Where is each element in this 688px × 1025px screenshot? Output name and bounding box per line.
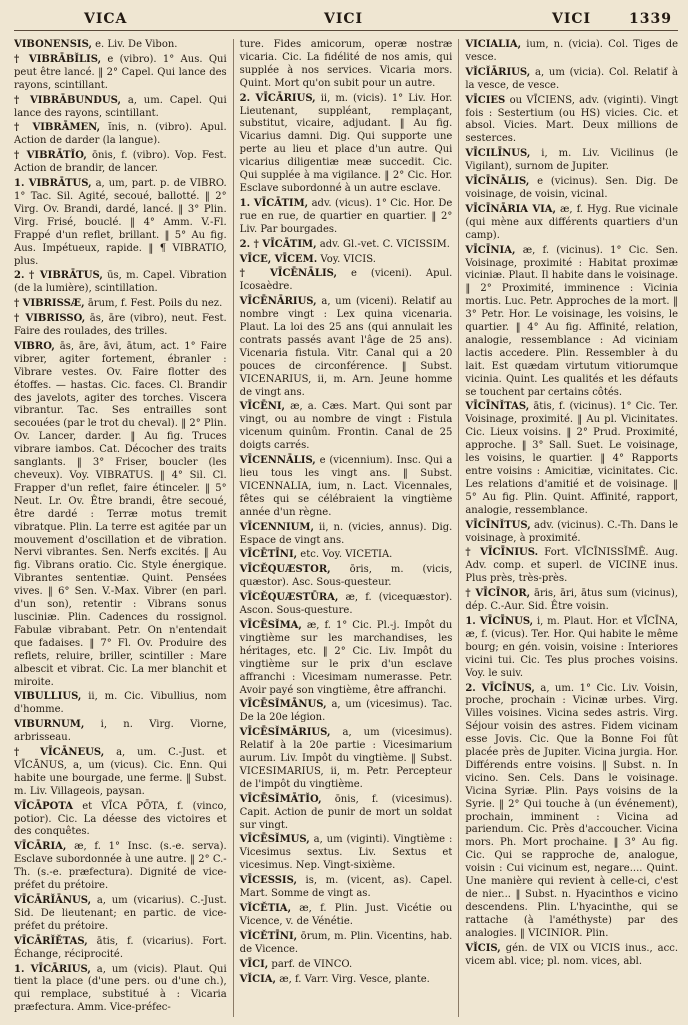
entry-headword: VĪCĪNĀRIA VIA, <box>465 203 557 215</box>
entry-definition: a, um (vicesimus). Relatif à la 20e partie : Vicesimarium aurum. Liv. Impôt du vingtième. ‖ Subst. VICESIMARIUS, ii, m. Petr. Percepteur de l'impôt du vingtième. <box>239 727 453 790</box>
entry-definition: etc. Voy. VICETIA. <box>300 549 393 561</box>
dictionary-entry <box>240 974 453 987</box>
dictionary-entry <box>14 298 227 311</box>
entry-definition: ōris, m. (vicis, quæstor). Asc. Sous-questeur. <box>239 564 453 589</box>
dictionary-entry <box>240 401 453 453</box>
entry-headword: † VIBRĀMEN, <box>14 122 101 134</box>
dictionary-entry <box>14 801 227 840</box>
entry-definition: adv. (vicus). 1° Cic. Hor. De rue en rue, de quartier en quartier. ‖ 2° Liv. Par bourgades. <box>239 197 453 235</box>
entry-definition: æ, f. Hyg. Rue vicinale (qui mène aux différents quartiers d'un camp). <box>465 203 679 241</box>
entry-definition: adv. (vicinus). C.-Th. Dans le voisinage, à proximité. <box>465 519 678 544</box>
dictionary-entry <box>14 895 227 934</box>
entry-headword: VĪCĀPOTA <box>14 800 74 812</box>
dictionary-entry <box>465 401 678 517</box>
dictionary-entry <box>14 39 227 52</box>
entry-headword: VIBŌNENSIS, <box>14 39 92 50</box>
entry-definition: æ, f. 1° Insc. (s.-e. serva). Esclave subordonnée à une autre. ‖ 2° C.-Th. (s.-e. præfectura). Dignité de vice-préfet du prétoire. <box>14 841 227 892</box>
entry-definition: is, m. (vicent, as). Capel. Mart. Somme de vingt as. <box>239 875 453 900</box>
entry-definition: æ, f. Plin. Just. Vicétie ou Vicence, v. de Vénétie. <box>239 903 453 927</box>
entry-headword: VĪCĒTĪNI, <box>239 549 298 561</box>
entry-definition: ātis, f. (vicarius). Fort. Échange, réciprocité. <box>14 935 227 960</box>
dictionary-entry <box>465 176 678 202</box>
entry-headword: VIBRO, <box>14 340 55 352</box>
columns <box>14 39 678 1017</box>
dictionary-entry <box>240 903 453 929</box>
dictionary-entry <box>465 39 678 65</box>
entry-headword: 1. VĪCĪNUS, <box>465 615 534 627</box>
dictionary-entry <box>240 455 453 520</box>
dictionary-entry <box>240 254 453 267</box>
entry-headword: VĪCĀRĬĔTAS, <box>14 935 88 947</box>
page-header <box>14 6 678 31</box>
entry-definition: ūs, m. Capel. Vibration (de la lumière), scintillation. <box>14 270 227 295</box>
entry-headword: 1. VIBRĀTUS, <box>14 178 92 190</box>
dictionary-entry <box>240 699 453 725</box>
entry-definition: e. Liv. De Vibon. <box>95 39 178 50</box>
dictionary-entry <box>240 931 453 957</box>
entry-headword: VĪCĀRĬĀNUS, <box>14 895 92 906</box>
entry-definition: ōnis, f. (vibro). Vop. Fest. Action de brandir, de lancer. <box>14 150 227 175</box>
dictionary-entry <box>14 936 227 962</box>
entry-headword: VIBURNUM, <box>14 719 85 731</box>
dictionary-entry <box>240 39 453 91</box>
dictionary-entry <box>14 341 227 689</box>
entry-headword: VĪCĒSĬMĀRIUS, <box>239 727 331 739</box>
entry-definition: ās, āre (vibro), neut. Fest. Faire des roulades, des trilles. <box>14 313 227 338</box>
entry-headword: 2. VĪCĀRIUS, <box>239 92 316 104</box>
entry-definition: ium, n. (vicia). Col. Tiges de vesce. <box>465 39 679 63</box>
entry-headword: VĬCIA, <box>239 973 276 985</box>
entry-definition: a, um (vicesimus). Tac. De la 20e légion. <box>239 699 453 724</box>
entry-definition: āris, āri, ātus sum (vicinus), dép. C.-Aur. Sid. Être voisin. <box>465 588 679 613</box>
dictionary-entry <box>14 313 227 339</box>
entry-definition: æ, a. Cæs. Mart. Qui sont par vingt, ou au nombre de vingt : Fistula vicenum quinûm. Frontin. Canal de 25 doigts carrés. <box>239 401 453 452</box>
entry-definition: æ, f. Varr. Virg. Vesce, plante. <box>279 973 430 985</box>
dictionary-entry <box>465 943 678 969</box>
entry-definition: ĭnis, n. (vibro). Apul. Action de darder (la langue). <box>14 122 227 147</box>
dictionary-entry <box>465 616 678 681</box>
entry-headword: VĪCĒSĬMĀNUS, <box>239 699 327 711</box>
entry-headword: † VĪCĀNEUS, <box>14 747 105 759</box>
dictionary-entry <box>14 691 227 717</box>
dictionary-entry <box>465 204 678 243</box>
dictionary-entry <box>240 875 453 901</box>
entry-definition: ārum, f. Fest. Poils du nez. <box>87 298 223 310</box>
entry-headword: VĪCIES <box>465 94 506 106</box>
entry-headword: † VIBRĀTĬO, <box>14 150 87 162</box>
entry-definition: æ, f. (vicinus). 1° Cic. Sen. Voisinage, proximité : Habitat proximæ viciniæ. Plaut. Il habite dans le voisinage. ‖ 2° Proximité, imminence : Vicinia mortis. Luc. Petr. Approches de la mort. ‖ 3° Petr. Hor. Le voisinage, les voisins, le quartier. ‖ 4° Au fig. Affinité, relation, analogie, ressemblance : Ad viciniam lactis accedere. Plin. Ressembler à du lait. Est quædam virtutum vitiorumque vicinia. Quint. Les qualités et les défauts se touchent par certains côtés. <box>465 244 679 398</box>
entry-definition: e (vicinus). Sen. Dig. De voisinage, de voisin, vicinal. <box>465 176 679 200</box>
dictionary-entry <box>240 296 453 399</box>
entry-definition: a, um (viceni). Relatif au nombre vingt : Lex quina vicenaria. Plaut. La loi des 25 ans (qui annulait les contrats passés avant l'âge de 25 ans). Vicenaria fistula. Vitr. Canal qui a 20 pouces de circonférence. ‖ Subst. VICENARIUS, ii, m. Arn. Jeune homme de vingt ans. <box>239 296 453 398</box>
entry-headword: VĬCĔTIA, <box>239 903 292 914</box>
dictionary-entry <box>240 794 453 833</box>
dictionary-entry <box>240 620 453 697</box>
entry-definition: a, um (vicis). Plaut. Qui tient la place (d'une pers. ou d'une ch.), qui remplace, substitué à : Vicaria præfectura. Amm. Vice-préfec- <box>14 963 227 1014</box>
dictionary-entry <box>240 592 453 618</box>
entry-definition: e (vibro). 1° Aus. Qui peut être lancé. ‖ 2° Capel. Qui lance des rayons, scintillant. <box>14 53 227 91</box>
dictionary-entry <box>465 547 678 586</box>
entry-headword: VĪCĒSĬMĀTĬO, <box>239 793 322 805</box>
entry-definition: i, m. Liv. Vicilinus (le Vigilant), surnom de Jupiter. <box>465 148 679 173</box>
center-running-head: VICI <box>324 11 364 27</box>
entry-definition: ōrum, m. Plin. Vicentins, hab. de Vicence. <box>239 930 453 955</box>
entry-definition: Voy. VICIS. <box>320 253 376 265</box>
entry-definition: et VĪCA PŌTA, f. (vinco, potior). Cic. La déesse des victoires et des conquêtes. <box>14 800 227 838</box>
entry-definition: a, um (vicarius). C.-Just. Sid. De lieutenant; en partic. de vice-préfet du prétoire. <box>14 895 227 932</box>
dictionary-entry <box>14 95 227 121</box>
left-running-head: VICA <box>84 11 128 27</box>
entry-definition: ture. Fides amicorum, operæ nostræ vicaria. Cic. La fidélité de nos amis, qui supplée à nos services. Vicaria mors. Quint. Mort qu'on subit pour un autre. <box>239 39 453 89</box>
entry-definition: a, um. Capel. Qui lance des rayons, scintillant. <box>14 94 227 119</box>
entry-definition: ii, n. (vicies, annus). Dig. Espace de vingt ans. <box>239 521 453 546</box>
dictionary-entry <box>240 522 453 548</box>
entry-definition: a, um. C.-Just. et VĪCĀNUS, a, um (vicus). Cic. Enn. Qui habite une bourgade, une ferme. ‖ Subst. m. Liv. Villageois, paysan. <box>14 747 227 797</box>
entry-headword: VĬCIS, <box>465 942 501 954</box>
dictionary-entry <box>14 178 227 268</box>
entry-headword: † VIBRISSÆ, <box>14 298 85 310</box>
entry-definition: æ, f. (vicequæstor). Ascon. Sous-questure. <box>239 592 453 617</box>
entry-definition: a, um, part. p. de VIBRO. 1° Tac. Sil. Agité, secoué, ballotté. ‖ 2° Virg. Ov. Brandi, dardé, lancé. ‖ 3° Plin. Virg. Frisé, bouclé. ‖ 4° Amm. V.-Fl. Frappé d'un reflet, brillant. ‖ 5° Au fig. Aus. Impétueux, rapide. ‖ ¶ VIBRATIO, plus. <box>14 178 227 267</box>
dictionary-entry <box>14 964 227 1016</box>
entry-definition: a, um (vicia). Col. Relatif à la vesce, de vesce. <box>465 66 678 91</box>
dictionary-entry <box>240 959 453 972</box>
entry-headword: VĬCĬĀLIA, <box>465 39 522 50</box>
dictionary-entry <box>465 95 678 147</box>
dictionary-entry <box>465 148 678 174</box>
entry-headword: † VĪCĪNIUS. <box>465 547 539 559</box>
entry-headword: VĪCĪNIA, <box>465 244 516 256</box>
dictionary-entry <box>465 588 678 614</box>
dictionary-entry <box>465 67 678 93</box>
entry-headword: † VIBRĀBĬLIS, <box>14 53 102 65</box>
entry-definition: e (viceni). Apul. Icosaèdre. <box>239 268 453 293</box>
entry-definition: ās, āre, āvi, ātum, act. 1° Faire vibrer, agiter fortement, ébranler : Vibrare vestes. Ov. Faire flotter des étoffes. — hastas. Cic. faces. Cl. Brandir des javelots, agiter des torches. Viscera vibrantur. Tac. Ses entrailles sont secouées (par le trot du cheval). ‖ 2° Plin. Ov. Lancer, darder. ‖ Au fig. Truces vibrare iambos. Cat. Décocher des traits sanglants. ‖ 3° Friser, boucler (les cheveux). Voy. VIBRATUS. ‖ 4° Sil. Cl. Frapper d'un reflet, faire étinceler. ‖ 5° Neut. Lr. Ov. Être brandi, être secoué, être dardé : Terræ motus tremit vibratque. Plin. La terre est agitée par un mouvement d'oscillation et de vibration. Nervi vibrantes. Sen. Nerfs excités. ‖ Au fig. Vibrans oratio. Cic. Style énergique. Vibrantes sententiæ. Quint. Pensées vives. ‖ 6° Sen. V.-Max. Vibrer (en parl. d'un son), retentir : Vibrans sonus lusciniæ. Plin. Cadences du rossignol. Fabulæ vibrabant. Petr. On n'entendait que fadaises. ‖ 7° Fl. Ov. Produire des reflets, reluire, briller, scintiller : Mare albescit et vibrat. Cic. La mer blanchit et miroite. <box>14 340 227 688</box>
entry-definition: a, um (viginti). Vingtième : Vicesimus sextus. Liv. Sextus et vicesimus. Nep. Vingt-sixième. <box>239 834 453 872</box>
dictionary-entry <box>465 245 678 400</box>
entry-headword: 2. † VĪCĀTIM, <box>239 238 317 250</box>
entry-headword: VĪCĪNĬTAS, <box>465 401 530 413</box>
entry-definition: Fort. VĪCĪNISSĬMĒ. Aug. Adv. comp. et superl. de VICINE inus. Plus près, très-près. <box>465 547 679 585</box>
entry-definition: parf. de VINCO. <box>271 958 353 970</box>
entry-definition: ii, m. Cic. Vibullius, nom d'homme. <box>14 691 227 716</box>
entry-definition: ou VĪCIENS, adv. (viginti). Vingt fois : Sestertium (ou HS) vicies. Cic. et absol. Vicies. Mart. Deux millions de sesterces. <box>465 94 679 145</box>
entry-headword: VĪCĔQUÆSTOR, <box>239 564 331 576</box>
dictionary-entry <box>14 122 227 148</box>
right-running-head: VICI <box>552 11 592 27</box>
entry-headword: VĪCI, <box>239 958 269 970</box>
entry-headword: VĪCESSIS, <box>239 875 297 887</box>
entry-definition: gén. de VIX ou VICIS inus., acc. vicem abl. vice; pl. nom. vices, abl. <box>465 942 679 967</box>
dictionary-entry <box>14 841 227 893</box>
column-middle <box>233 39 453 1017</box>
entry-definition: ātis, f. (vicinus). 1° Cic. Ter. Voisinage, proximité. ‖ Au pl. Vicinitates. Cic. Lieux voisins. ‖ 2° Prud. Proximité, approche. ‖ 3° Sall. Suet. Le voisinage, les voisins, le quartier. ‖ 4° Rapports entre voisins : Amicitiæ, vicinitates. Cic. Les relations d'amitié et de voisinage. ‖ 5° Au fig. Plin. Quint. Affinité, rapport, analogie, ressemblance. <box>465 401 679 516</box>
dictionary-entry <box>14 719 227 745</box>
entry-definition: æ, f. 1° Cic. Pl.-j. Impôt du vingtième sur les marchandises, les héritages, etc. ‖ 2° Cic. Liv. Impôt du vingtième sur le prix d'un esclave affranchi : Vicesimam numerasse. Petr. Avoir payé son vingtième, être affranchi. <box>239 619 453 696</box>
dictionary-entry <box>465 683 678 941</box>
entry-definition: ii, m. (vicis). 1° Liv. Hor. Lieutenant, suppléant, remplaçant, substitut, vicaire, adjudant. ‖ Au fig. Vicarius damni. Dig. Qui supporte une perte au lieu et place d'un autre. Qui vicarius diligentiæ meæ succedit. Cic. Qui supplée à ma vigilance. ‖ 2° Cic. Hor. Esclave subordonné à un autre esclave. <box>239 92 453 194</box>
entry-definition: ōnis, f. (vicesimus). Capit. Action de punir de mort un soldat sur vingt. <box>239 793 453 831</box>
entry-headword: VĪCENNĀLIS, <box>239 455 316 467</box>
entry-headword: VĪCĒNĀRIUS, <box>239 296 317 308</box>
column-right <box>458 39 678 1017</box>
dictionary-entry <box>240 834 453 873</box>
dictionary-entry <box>14 270 227 296</box>
entry-headword: 1. VĪCĀTIM, <box>239 197 309 209</box>
entry-headword: VĪCILĪNUS, <box>465 148 531 160</box>
entry-headword: † VĪCĒNĀLIS, <box>239 268 337 280</box>
dictionary-entry <box>240 198 453 237</box>
entry-headword: VĪCĒSĬMUS, <box>239 834 310 846</box>
dictionary-entry <box>14 54 227 93</box>
entry-headword: VĪCĪNĀLIS, <box>465 176 530 188</box>
column-left <box>14 39 227 1017</box>
entry-headword: VĪCĒSĬMA, <box>239 619 302 631</box>
entry-definition: adv. Gl.-vet. C. VICISSIM. <box>319 238 450 250</box>
entry-headword: VĪCĪNĬTUS, <box>465 519 531 531</box>
entry-headword: VĬCĬĀRIUS, <box>465 66 531 78</box>
dictionary-entry <box>240 268 453 294</box>
entry-headword: VĬCĔTĪNI, <box>239 930 298 942</box>
entry-headword: VĪCĔQUÆSTŪRA, <box>239 592 339 604</box>
entry-definition: i, m. Plaut. Hor. et VĪCĪNA, æ, f. (vicus). Ter. Hor. Qui habite le même bourg; en gén. voisin, voisine : Interiores vicini tui. Cic. Tes plus proches voisins. Voy. le suiv. <box>465 615 679 679</box>
entry-headword: 1. VĪCĀRIUS, <box>14 963 91 975</box>
dictionary-entry <box>240 239 453 252</box>
dictionary-entry <box>465 520 678 546</box>
entry-headword: † VĪCĪNOR, <box>465 588 531 600</box>
entry-headword: 2. VĪCĪNUS, <box>465 682 535 694</box>
entry-headword: † VIBRĀBUNDUS, <box>14 94 121 106</box>
dictionary-entry <box>14 747 227 799</box>
entry-headword: VĪCE, VĪCEM. <box>239 253 318 265</box>
entry-definition: i, n. Virg. Viorne, arbrisseau. <box>14 719 227 744</box>
entry-definition: e (vicennium). Insc. Qui a lieu tous les vingt ans. ‖ Subst. VICENNALIA, ium, n. Lact. Vicennales, fêtes qui se célébraient la vingtième année d'un règne. <box>239 455 453 518</box>
dictionary-entry <box>240 93 453 196</box>
entry-headword: 2. † VIBRĀTUS, <box>14 270 103 282</box>
entry-headword: VĪCĒNI, <box>239 401 285 413</box>
dictionary-entry <box>14 150 227 176</box>
dictionary-entry <box>240 549 453 562</box>
dictionary-entry <box>240 564 453 590</box>
entry-headword: VĪCENNIUM, <box>239 521 314 533</box>
entry-headword: † VIBRISSO, <box>14 313 86 325</box>
entry-definition: a, um. 1° Cic. Liv. Voisin, proche, prochain : Vicinæ urbes. Virg. Villes voisines. Vicina sedes astris. Virg. Séjour voisin des astres. Fidem vicinam esse Jovis. Cic. Que la Bonne Foi fût placée près de Jupiter. Vicina jurgia. Hor. Différends entre voisins. ‖ Subst. n. In vicino. Sen. Cels. Dans le voisinage. Vicina Syriæ. Plin. Pays voisins de la Syrie. ‖ 2° Qui touche à (un événement), prochain, imminent : Vicina ad pariendum. Cic. Près d'accoucher. Vicina mors. Ph. Mort prochaine. ‖ 3° Au fig. Cic. Qui se rapproche de, analogue, voisin : Cui vicinum est, negare.... Quint. Une manière qui revient à celle-ci, c'est de nier... ‖ Subst. n. Hyacinthos e vicino descendens. Plin. L'hyacinthe, qui se rattache (à l'améthyste) par des analogies. ‖ VICINIOR. Plin. <box>465 682 679 939</box>
page-number: 1339 <box>629 11 672 27</box>
dictionary-entry <box>240 727 453 792</box>
entry-headword: VĪCĀRIA, <box>14 841 67 853</box>
entry-headword: VIBULLIUS, <box>14 691 82 703</box>
